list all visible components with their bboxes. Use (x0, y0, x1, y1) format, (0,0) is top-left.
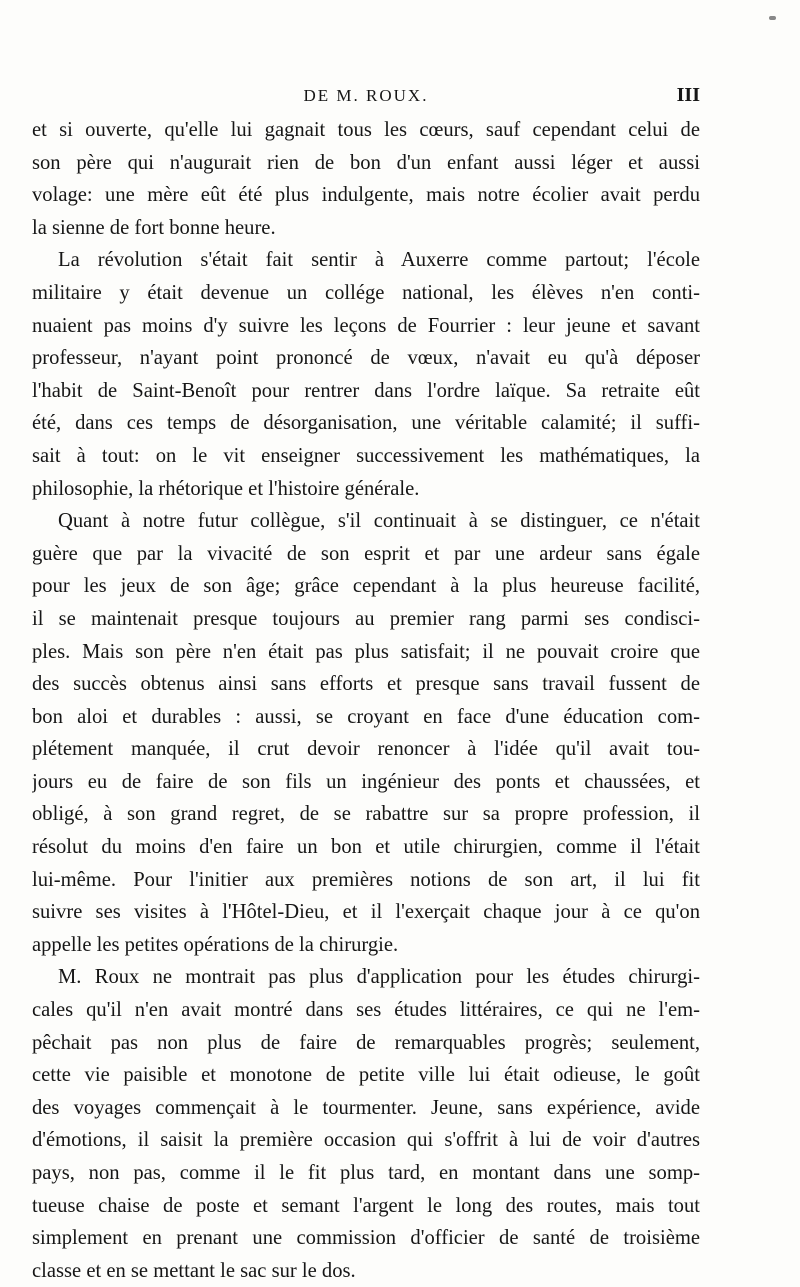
text-line: Quant à notre futur collègue, s'il continuait à se distinguer, ce n'était (58, 510, 700, 533)
text-line: volage: une mère eût été plus indulgente, mais notre écolier avait perdu (32, 184, 700, 207)
page-number: III (676, 84, 700, 106)
text-line: M. Roux ne montrait pas plus d'application pour les études chirurgi- (58, 966, 700, 989)
text-line: résolut du moins d'en faire un bon et utile chirurgien, comme il l'était (32, 836, 700, 859)
text-line: été, dans ces temps de désorganisation, une véritable calamité; il suffi- (32, 412, 700, 435)
text-line: il se maintenait presque toujours au premier rang parmi ses condisci- (32, 607, 700, 630)
text-line: philosophie, la rhétorique et l'histoire générale. (32, 477, 420, 500)
running-title: DE M. ROUX. (303, 86, 429, 105)
text-line: plétement manquée, il crut devoir renoncer à l'idée qu'il avait tou- (32, 738, 700, 761)
text-line: nuaient pas moins d'y suivre les leçons de Fourrier : leur jeune et savant (32, 314, 700, 337)
text-line: la sienne de fort bonne heure. (32, 216, 276, 239)
text-line: simplement en prenant une commission d'officier de santé de troisième (32, 1227, 700, 1250)
text-line: La révolution s'était fait sentir à Auxerre comme partout; l'école (58, 249, 700, 272)
text-line: classe et en se mettant le sac sur le dos. (32, 1259, 356, 1282)
text-line: pêchait pas non plus de faire de remarquables progrès; seulement, (32, 1031, 700, 1054)
text-line: pour les jeux de son âge; grâce cependant à la plus heureuse facilité, (32, 575, 700, 598)
text-line: cales qu'il n'en avait montré dans ses études littéraires, ce qui ne l'em- (32, 999, 700, 1022)
text-line: jours eu de faire de son fils un ingénieur des ponts et chaussées, et (32, 770, 700, 793)
text-line: bon aloi et durables : aussi, se croyant en face d'une éducation com- (32, 705, 700, 728)
text-line: ples. Mais son père n'en était pas plus satisfait; il ne pouvait croire que (32, 640, 700, 663)
text-line: d'émotions, il saisit la première occasion qui s'offrit à lui de voir d'autres (32, 1129, 700, 1152)
text-line: tueuse chaise de poste et semant l'argent le long des routes, mais tout (32, 1194, 700, 1217)
text-line: des succès obtenus ainsi sans efforts et presque sans travail fussent de (32, 673, 700, 696)
text-line: obligé, à son grand regret, de se rabattre sur sa propre profession, il (32, 803, 700, 826)
text-line: l'habit de Saint-Benoît pour rentrer dans l'ordre laïque. Sa retraite eût (32, 379, 700, 402)
text-line: des voyages commençait à le tourmenter. Jeune, sans expérience, avide (32, 1096, 700, 1119)
text-line: pays, non pas, comme il le fit plus tard, en montant dans une somp- (32, 1162, 700, 1184)
text-line: sait à tout: on le vit enseigner successivement les mathématiques, la (32, 444, 700, 467)
text-line: lui-même. Pour l'initier aux premières notions de son art, il lui fit (32, 868, 700, 891)
text-line: guère que par la vivacité de son esprit et par une ardeur sans égale (32, 542, 700, 565)
text-line: cette vie paisible et monotone de petite ville lui était odieuse, le goût (32, 1064, 700, 1087)
text-line: militaire y était devenue un collége national, les élèves n'en conti- (32, 281, 700, 304)
ink-speck (769, 16, 776, 20)
text-line: et si ouverte, qu'elle lui gagnait tous les cœurs, sauf cependant celui de (32, 119, 700, 141)
text-line: appelle les petites opérations de la chirurgie. (32, 933, 399, 956)
text-line: son père qui n'augurait rien de bon d'un enfant aussi léger et aussi (32, 151, 700, 174)
text-line: suivre ses visites à l'Hôtel-Dieu, et il l'exerçait chaque jour à ce qu'on (32, 901, 700, 924)
text-line: professeur, n'ayant point prononcé de vœux, n'avait eu qu'à déposer (32, 347, 700, 370)
page-header (32, 84, 700, 108)
body-text (32, 114, 700, 1287)
